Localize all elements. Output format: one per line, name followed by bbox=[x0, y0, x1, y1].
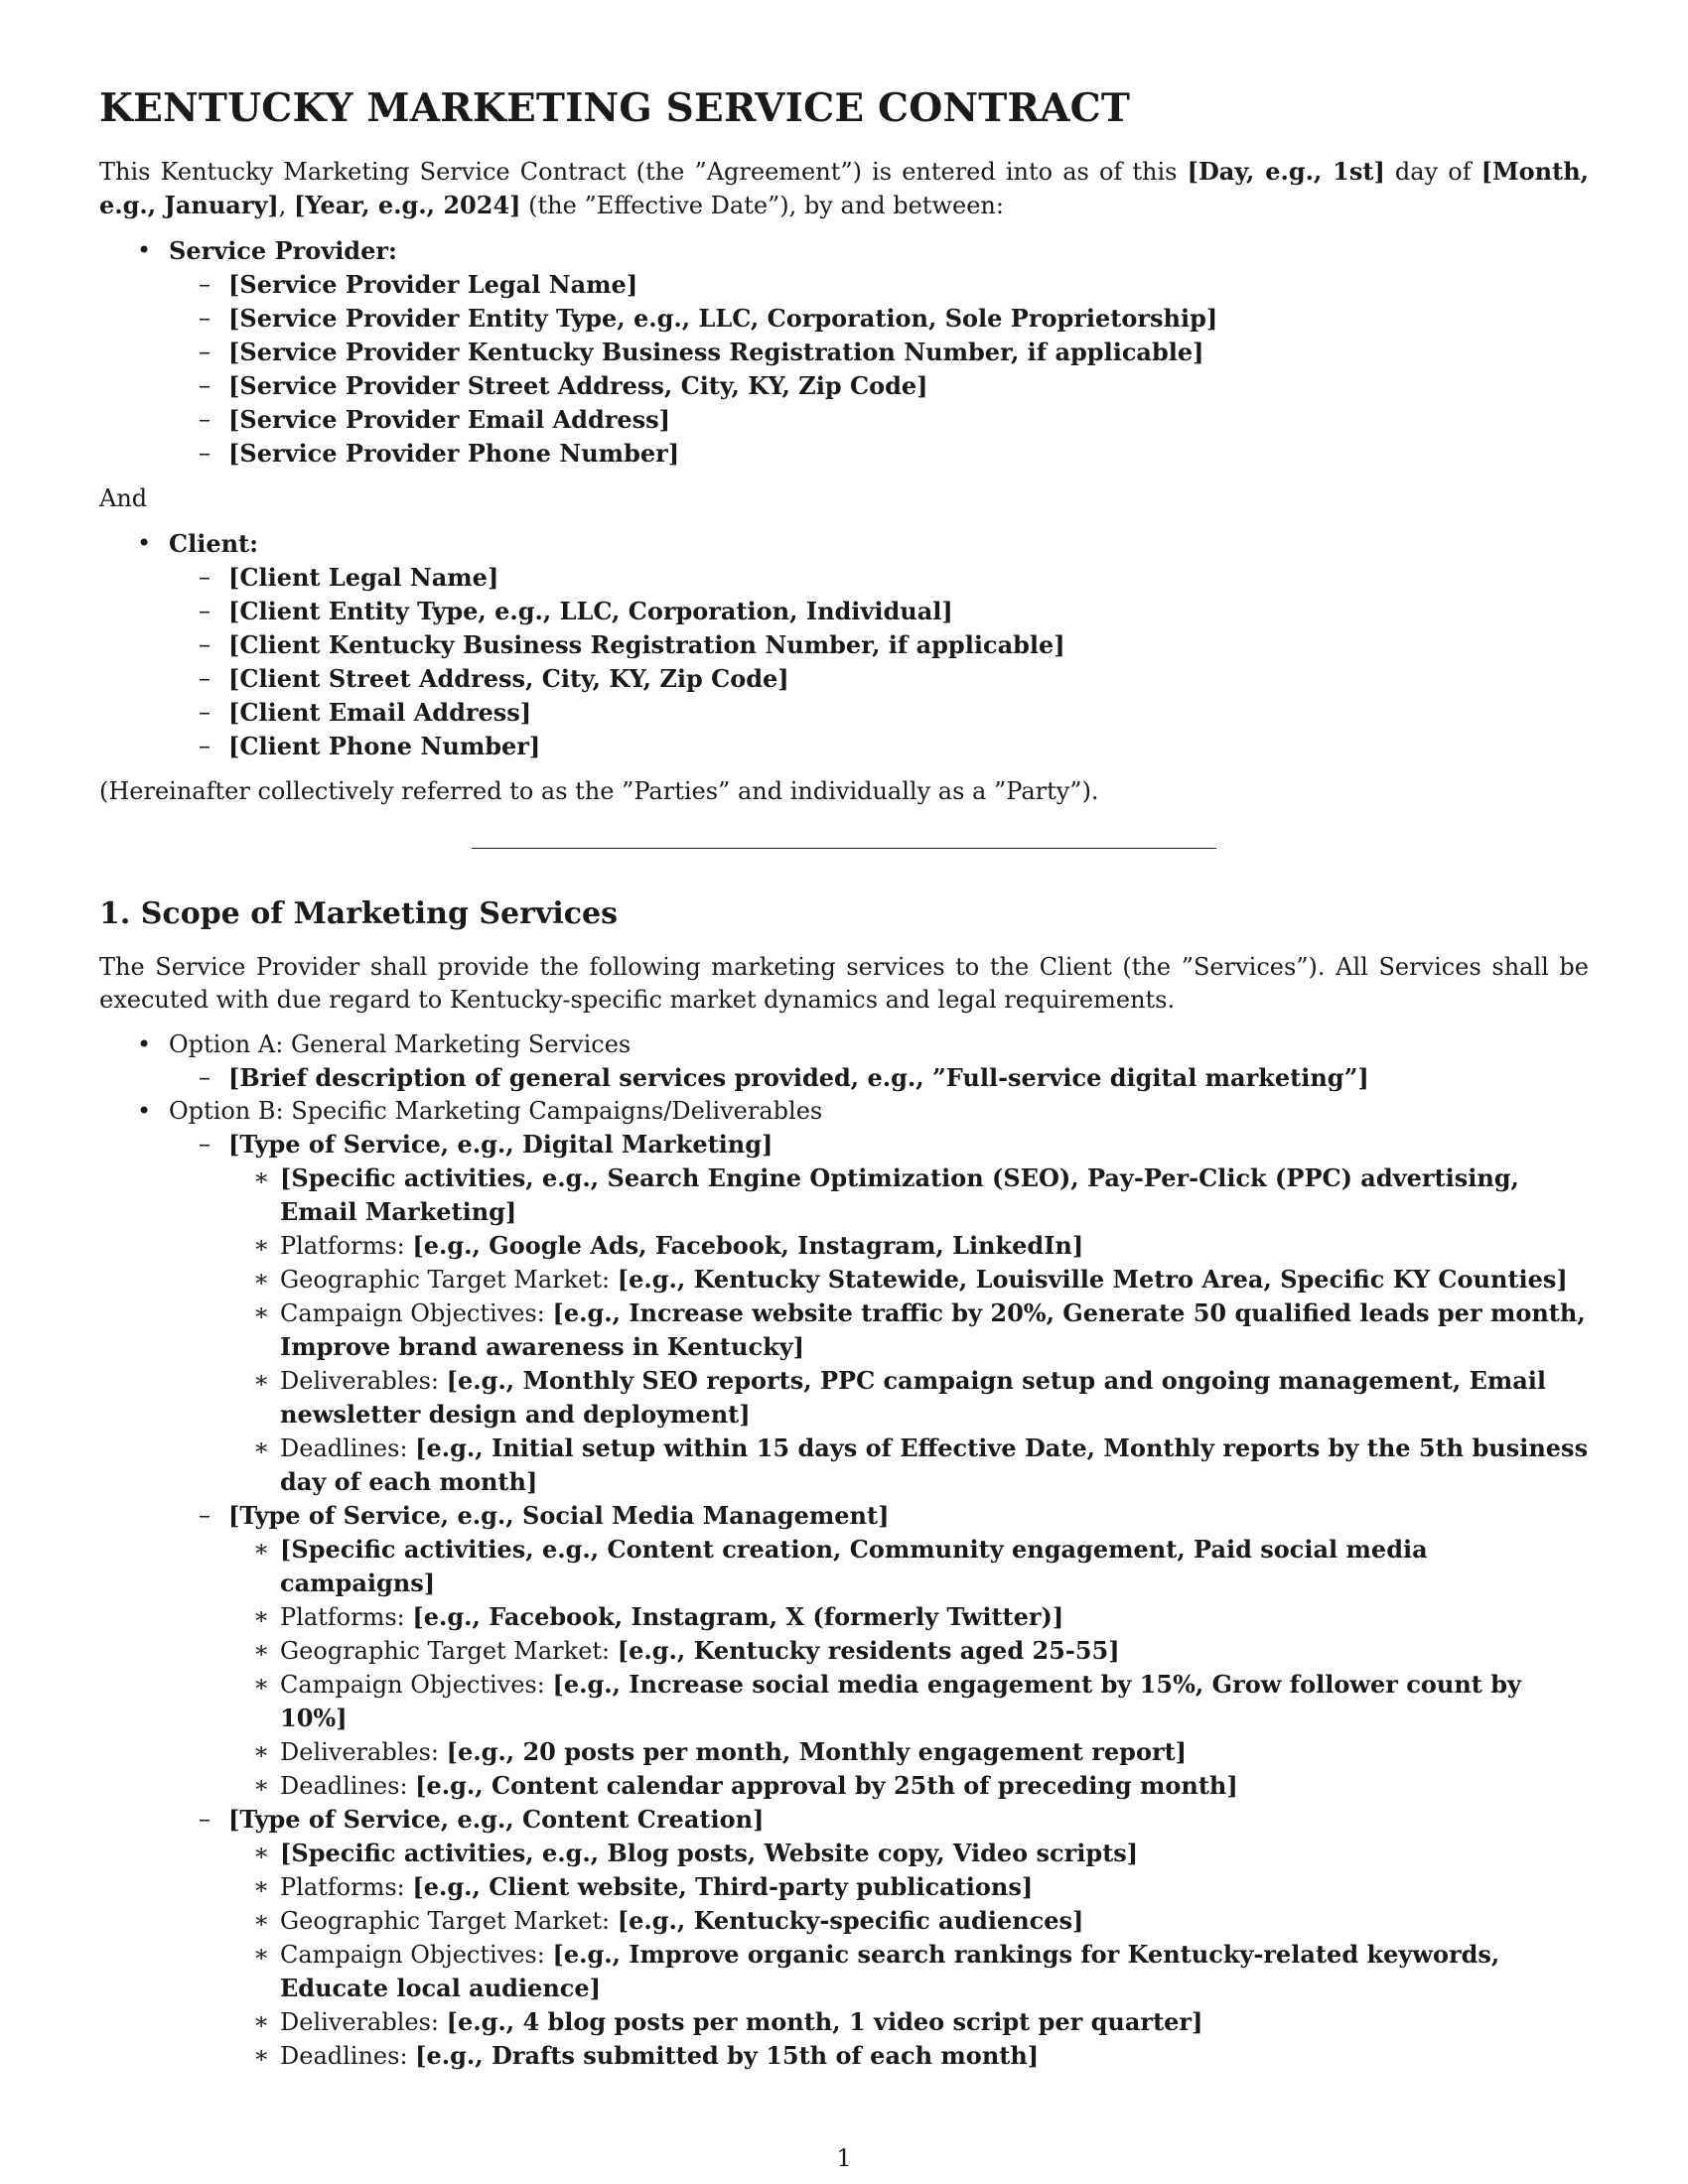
list-item: ∗ [Specific activities, e.g., Blog posts, Website copy, Video scripts] bbox=[99, 1837, 1589, 1870]
intro-text: This Kentucky Marketing Service Contract (the ”Agreement”) is entered into as of this bbox=[99, 158, 1188, 186]
document-title: KENTUCKY MARKETING SERVICE CONTRACT bbox=[99, 85, 1131, 131]
intro-text: , bbox=[278, 192, 295, 219]
list-item: ∗ Deliverables: [e.g., 4 blog posts per month, 1 video script per quarter] bbox=[99, 2005, 1589, 2039]
service-provider-list bbox=[99, 234, 1589, 471]
list-item: ∗ [Specific activities, e.g., Content creation, Community engagement, Paid social media campaigns] bbox=[99, 1533, 1589, 1600]
list-item: ∗ Geographic Target Market: [e.g., Kentucky residents aged 25-55] bbox=[99, 1634, 1589, 1668]
page-number: 1 bbox=[836, 2144, 852, 2172]
horizontal-divider bbox=[472, 848, 1216, 849]
list-item: – [Client Email Address] bbox=[99, 696, 1589, 730]
and-text: And bbox=[99, 484, 148, 512]
intro-text: day of bbox=[1384, 158, 1481, 186]
list-item: – [Service Provider Legal Name] bbox=[99, 268, 1589, 302]
list-item: – [Service Provider Street Address, City, KY, Zip Code] bbox=[99, 369, 1589, 403]
list-item: – [Client Phone Number] bbox=[99, 730, 1589, 763]
list-item: ∗ Deadlines: [e.g., Content calendar approval by 25th of preceding month] bbox=[99, 1769, 1589, 1803]
list-item: ∗ Platforms: [e.g., Facebook, Instagram, X (formerly Twitter)] bbox=[99, 1600, 1589, 1634]
client-list bbox=[99, 527, 1589, 763]
list-item: ∗ Campaign Objectives: [e.g., Increase website traffic by 20%, Generate 50 qualified leads per month, Improve brand awareness in Kentucky] bbox=[99, 1297, 1589, 1364]
list-item: ∗ Campaign Objectives: [e.g., Improve organic search rankings for Kentucky-related keywords, Educate local audience] bbox=[99, 1938, 1589, 2005]
list-item: – [Service Provider Email Address] bbox=[99, 403, 1589, 437]
client-item bbox=[99, 527, 1589, 763]
service-type-item: – [Type of Service, e.g., Digital Marketing] ∗ [Specific activities, e.g., Search Engine Optimization (SEO), Pay-Per-Click (PPC) advertising, Email Marketing] ∗ Platforms: [e.g., Google Ads, Facebook, Instagram, LinkedIn] ∗ Geographic Target Market: [e.g., Kentucky Statewide, Louisville Metro Area, Specific KY Counties] ∗ Campaign Objectives: [e.g., Increase website traffic by 20%, Generate 50 qualified leads per month, Improve brand awareness in Kentucky] ∗ Deliverables: [e.g., Monthly SEO reports, PPC campaign setup and ongoing management, Email newsletter design and deployment] ∗ Deadlines: [e.g., Initial setup within 15 days of Effective Date, Monthly reports by the 5th business day of each month] bbox=[99, 1128, 1589, 1499]
list-item: ∗ Platforms: [e.g., Google Ads, Facebook, Instagram, LinkedIn] bbox=[99, 1229, 1589, 1263]
service-provider-label: Service Provider: bbox=[169, 236, 397, 265]
intro-text: (the ”Effective Date”), by and between: bbox=[520, 192, 1004, 219]
option-b: • Option B: Specific Marketing Campaigns/Deliverables – [Type of Service, e.g., Digital Marketing] ∗ [Specific activities, e.g., Search Engine Optimization (SEO), Pay-Per-Click (PPC) advertising, Email Marketing] ∗ Platforms: [e.g., Google Ads, Facebook, Instagram, LinkedIn] ∗ Geographic Target Market: [e.g., Kentucky Statewide, Louisville Metro Area, Specific KY Counties] ∗ Campaign Objectives: [e.g., Increase website traffic by 20%, Generate 50 qualified leads per month, Improve brand awareness in Kentucky] ∗ Deliverables: [e.g., Monthly SEO reports, PPC campaign setup and ongoing management, Email newsletter design and deployment] ∗ Deadlines: [e.g., Initial setup within 15 days of Effective Date, Monthly reports by the 5th business day of each month] – [Type of Service, e.g., Social Media Management] ∗ [Specific activities, e.g., Content creation, Community engagement, Paid social media campaigns] ∗ Platforms: [e.g., Facebook, Instagram, X (formerly Twitter)] ∗ Geographic Target Market: [e.g., Kentucky residents aged 25-55] ∗ Campaign Objectives: [e.g., Increase social media engagement by 15%, Grow follower count by 10%] ∗ Deliverables: [e.g., 20 posts per month, Monthly engagement report] ∗ Deadlines: [e.g., Content calendar approval by 25th of preceding month] – [Type of Service, e.g., Content Creation] ∗ [Specific activities, e.g., Blog posts, Website copy, Video scripts] ∗ Platforms: [e.g., Client website, Third-party publications] ∗ Geographic Target Market: [e.g., Kentucky-specific audiences] ∗ Campaign Objectives: [e.g., Improve organic search rankings for Kentucky-related keywords, Educate local audience] ∗ Deliverables: [e.g., 4 blog posts per month, 1 video script per quarter] ∗ Deadlines: [e.g., Drafts submitted by 15th of each month] bbox=[99, 1095, 1589, 2073]
service-type-item: – [Type of Service, e.g., Social Media Management] ∗ [Specific activities, e.g., Content creation, Community engagement, Paid social media campaigns] ∗ Platforms: [e.g., Facebook, Instagram, X (formerly Twitter)] ∗ Geographic Target Market: [e.g., Kentucky residents aged 25-55] ∗ Campaign Objectives: [e.g., Increase social media engagement by 15%, Grow follower count by 10%] ∗ Deliverables: [e.g., 20 posts per month, Monthly engagement report] ∗ Deadlines: [e.g., Content calendar approval by 25th of preceding month] bbox=[99, 1499, 1589, 1803]
list-item: – [Service Provider Entity Type, e.g., LLC, Corporation, Sole Proprietorship] bbox=[99, 302, 1589, 336]
section-1-intro: The Service Provider shall provide the following marketing services to the Client (the ”Services”). All Services shall be executed with due regard to Kentucky-specific market dynamics and legal requirements. bbox=[99, 953, 1589, 1014]
services-options-list bbox=[99, 1028, 1589, 2073]
year-placeholder: [Year, e.g., 2024] bbox=[294, 191, 521, 219]
list-item: – [Client Legal Name] bbox=[99, 561, 1589, 595]
service-provider-item bbox=[99, 234, 1589, 471]
list-item: – [Client Entity Type, e.g., LLC, Corporation, Individual] bbox=[99, 595, 1589, 628]
list-item: ∗ Deadlines: [e.g., Initial setup within 15 days of Effective Date, Monthly reports by the 5th business day of each month] bbox=[99, 1432, 1589, 1499]
option-a: • Option A: General Marketing Services – [Brief description of general services provided, e.g., ”Full-service digital marketing”] bbox=[99, 1028, 1589, 1095]
list-item: ∗ Deadlines: [e.g., Drafts submitted by 15th of each month] bbox=[99, 2039, 1589, 2073]
day-placeholder: [Day, e.g., 1st] bbox=[1187, 157, 1385, 186]
list-item: ∗ Deliverables: [e.g., 20 posts per month, Monthly engagement report] bbox=[99, 1735, 1589, 1769]
section-1-heading: 1. Scope of Marketing Services bbox=[99, 896, 619, 931]
list-item: – [Client Kentucky Business Registration Number, if applicable] bbox=[99, 628, 1589, 662]
list-item: – [Service Provider Phone Number] bbox=[99, 437, 1589, 471]
list-item: ∗ [Specific activities, e.g., Search Engine Optimization (SEO), Pay-Per-Click (PPC) advertising, Email Marketing] bbox=[99, 1161, 1589, 1229]
service-type-item: – [Type of Service, e.g., Content Creation] ∗ [Specific activities, e.g., Blog posts, Website copy, Video scripts] ∗ Platforms: [e.g., Client website, Third-party publications] ∗ Geographic Target Market: [e.g., Kentucky-specific audiences] ∗ Campaign Objectives: [e.g., Improve organic search rankings for Kentucky-related keywords, Educate local audience] ∗ Deliverables: [e.g., 4 blog posts per month, 1 video script per quarter] ∗ Deadlines: [e.g., Drafts submitted by 15th of each month] bbox=[99, 1803, 1589, 2073]
list-item: – [Service Provider Kentucky Business Registration Number, if applicable] bbox=[99, 336, 1589, 369]
list-item: ∗ Platforms: [e.g., Client website, Third-party publications] bbox=[99, 1870, 1589, 1904]
hereinafter-text: (Hereinafter collectively referred to as the ”Parties” and individually as a ”Party”). bbox=[99, 777, 1099, 805]
client-label: Client: bbox=[169, 529, 258, 558]
document-page bbox=[99, 85, 1589, 2073]
list-item: ∗ Campaign Objectives: [e.g., Increase social media engagement by 15%, Grow follower count by 10%] bbox=[99, 1668, 1589, 1735]
list-item: ∗ Deliverables: [e.g., Monthly SEO reports, PPC campaign setup and ongoing management, Email newsletter design and deployment] bbox=[99, 1364, 1589, 1432]
list-item: ∗ Geographic Target Market: [e.g., Kentucky Statewide, Louisville Metro Area, Specific KY Counties] bbox=[99, 1263, 1589, 1297]
list-item: – [Brief description of general services provided, e.g., ”Full-service digital marketing”] bbox=[99, 1061, 1589, 1095]
list-item: – [Client Street Address, City, KY, Zip Code] bbox=[99, 662, 1589, 696]
list-item: ∗ Geographic Target Market: [e.g., Kentucky-specific audiences] bbox=[99, 1904, 1589, 1938]
month-placeholder: [Month, e.g., January] bbox=[99, 157, 1590, 219]
intro-paragraph bbox=[99, 155, 1589, 222]
